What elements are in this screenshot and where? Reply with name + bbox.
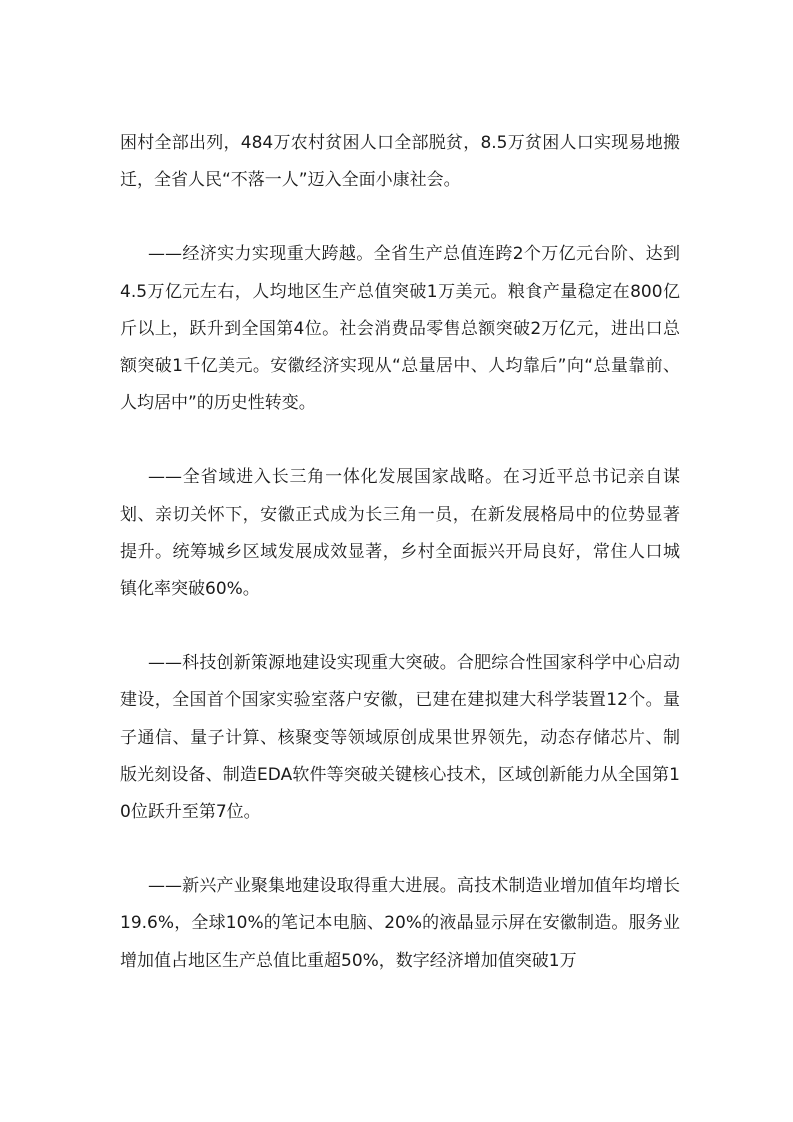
paragraph-yangtze-delta: ——全省域进入长三角一体化发展国家战略。在习近平总书记亲自谋划、亲切关怀下，安徽正式成为长三角一员，在新发展格局中的位势显著提升。统筹城乡区域发展成效显著，乡村全面振兴开局良好，常住人口城镇化率突破60%。 (120, 467, 680, 600)
paragraph-tech-innovation: ——科技创新策源地建设实现重大突破。合肥综合性国家科学中心启动建设，全国首个国家实验室落户安徽，已建在建拟建大科学装置12个。量子通信、量子计算、核聚变等领域原创成果世界领先，动态存储芯片、制版光刻设备、制造EDA软件等突破关键核心技术，区域创新能力从全国第10位跃升至第7位。 (120, 653, 680, 823)
paragraph-economic-strength: ——经济实力实现重大跨越。全省生产总值连跨2个万亿元台阶、达到4.5万亿元左右，人均地区生产总值突破1万美元。粮食产量稳定在800亿斤以上，跃升到全国第4位。社会消费品零售总额突破2万亿元，进出口总额突破1千亿美元。安徽经济实现从“总量居中、人均靠后”向“总量靠前、人均居中”的历史性转变。 (120, 244, 680, 414)
document-body (120, 125, 680, 1017)
paragraph-emerging-industries: ——新兴产业聚集地建设取得重大进展。高技术制造业增加值年均增长19.6%，全球10%的笔记本电脑、20%的液晶显示屏在安徽制造。服务业增加值占地区生产总值比重超50%，数字经济增加值突破1万 (120, 876, 680, 971)
paragraph-poverty-summary: 困村全部出列，484万农村贫困人口全部脱贫，8.5万贫困人口实现易地搬迁，全省人民“不落一人”迈入全面小康社会。 (120, 133, 680, 191)
